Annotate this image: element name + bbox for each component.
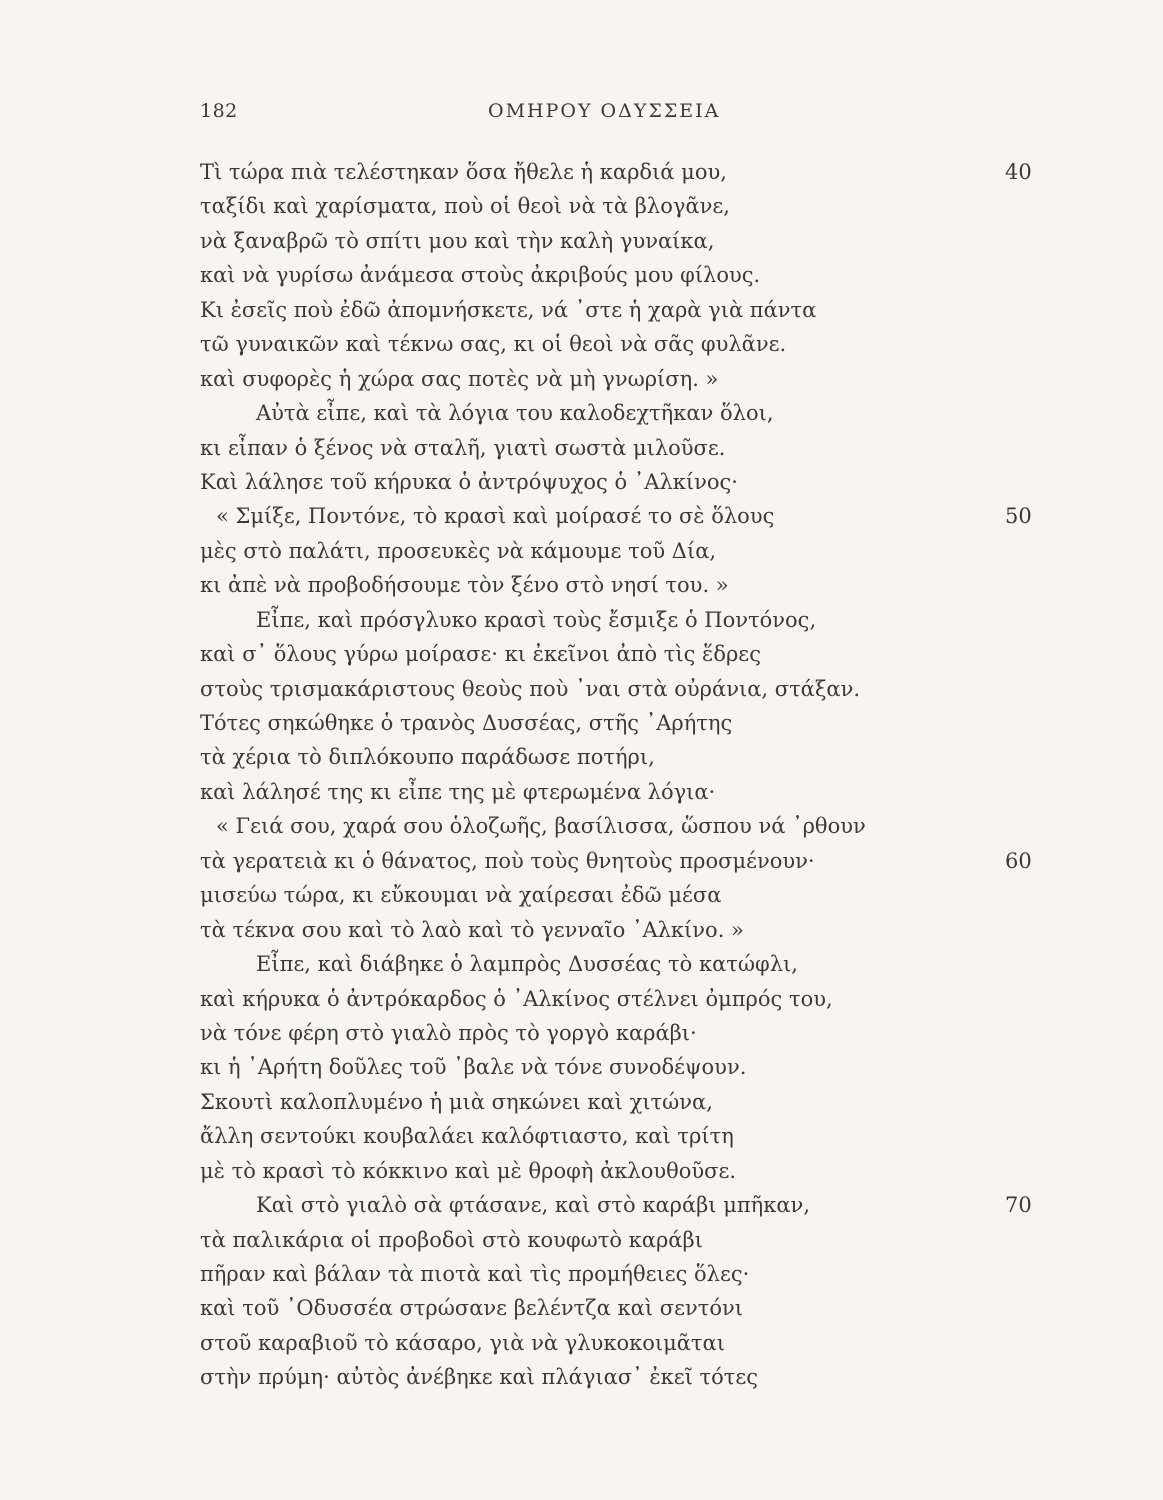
verse-text: Τὶ τώρα πιὰ τελέστηκαν ὅσα ἤθελε ἡ καρδιά μου,: [200, 160, 727, 184]
line-number: 40: [1005, 160, 1032, 184]
line-number: 60: [1005, 848, 1032, 873]
verse-text: καὶ συφορὲς ἡ χώρα σας ποτὲς νὰ μὴ γνωρίση. »: [200, 366, 719, 391]
verse-text: Εἶπε, καὶ πρόσγλυκο κρασὶ τοὺς ἔσμιξε ὁ Ποντόνος,: [256, 607, 817, 632]
verse-line: [200, 913, 1000, 947]
verse-line: [200, 603, 1000, 637]
verse-line: [200, 1223, 1000, 1257]
verse-text: τὰ παλικάρια οἱ προβοδοὶ στὸ κουφωτὸ καράβι: [200, 1227, 703, 1252]
verse-text: καὶ τοῦ ᾿Οδυσσέα στρώσανε βελέντζα καὶ σεντόνι: [200, 1296, 743, 1321]
verse-text: Κι ἐσεῖς ποὺ ἐδῶ ἀπομνήσκετε, νά ᾿στε ἡ χαρὰ γιὰ πάντα: [200, 297, 817, 322]
verse-text: νὰ τόνε φέρη στὸ γιαλὸ πρὸς τὸ γοργὸ καράβι·: [200, 1020, 697, 1045]
verse-line: [200, 327, 1000, 361]
verse-line: [200, 499, 1032, 533]
verse-line: [200, 224, 1000, 258]
verse-line: [200, 258, 1000, 292]
verse-line: [200, 465, 1000, 499]
verse-text: Καὶ λάλησε τοῦ κήρυκα ὁ ἀντρόψυχος ὁ ᾿Αλκίνος·: [200, 469, 738, 494]
verse-line: [200, 155, 1032, 189]
verse-text: μὲς στὸ παλάτι, προσευκὲς νὰ κάμουμε τοῦ Δία,: [200, 538, 717, 563]
verse-text: « Γειά σου, χαρά σου ὁλοζωῆς, βασίλισσα, ὥσπου νά ᾿ρθουν: [216, 814, 866, 839]
verse-text: ταξίδι καὶ χαρίσματα, ποὺ οἱ θεοὶ νὰ τὰ βλογᾶνε,: [200, 194, 730, 219]
verse-text: καὶ λάλησέ της κι εἶπε της μὲ φτερωμένα λόγια·: [200, 779, 716, 804]
verse-line: [200, 672, 1000, 706]
verse-line: [200, 1360, 1000, 1394]
verse-text: κι ἀπὲ νὰ προβοδήσουμε τὸν ξένο στὸ νησί του. »: [200, 573, 729, 598]
verse-text: καὶ κήρυκα ὁ ἀντρόκαρδος ὁ ᾿Αλκίνος στέλνει ὀμπρός του,: [200, 986, 833, 1011]
verse-block: [200, 155, 1032, 1395]
verse-line: [200, 1154, 1000, 1188]
verse-line: [200, 878, 1000, 912]
verse-line: [200, 775, 1000, 809]
verse-line: [200, 1016, 1000, 1050]
verse-line: [200, 1188, 1032, 1222]
verse-text: κι ἡ ᾿Αρήτη δοῦλες τοῦ ᾿βαλε νὰ τόνε συνοδέψουν.: [200, 1055, 747, 1080]
verse-text: Καὶ στὸ γιαλὸ σὰ φτάσανε, καὶ στὸ καράβι μπῆκαν,: [256, 1193, 810, 1218]
verse-line: [200, 1291, 1000, 1325]
verse-text: Αὐτὰ εἶπε, καὶ τὰ λόγια του καλοδεχτῆκαν ὅλοι,: [256, 401, 774, 426]
verse-line: [200, 706, 1000, 740]
page-header: [200, 100, 980, 130]
line-number: 70: [1005, 1193, 1032, 1218]
verse-line: [200, 844, 1032, 878]
verse-line: [200, 1119, 1000, 1153]
verse-text: τῶ γυναικῶν καὶ τέκνω σας, κι οἱ θεοὶ νὰ σᾶς φυλᾶνε.: [200, 332, 787, 357]
verse-text: καὶ σ᾿ ὅλους γύρω μοίρασε· κι ἐκεῖνοι ἀπὸ τὶς ἕδρες: [200, 642, 761, 667]
verse-line: [200, 396, 1000, 430]
verse-text: καὶ νὰ γυρίσω ἀνάμεσα στοὺς ἀκριβούς μου φίλους.: [200, 263, 761, 288]
verse-text: τὰ γερατειὰ κι ὁ θάνατος, ποὺ τοὺς θνητοὺς προσμένουν·: [200, 848, 815, 873]
verse-text: στὴν πρύμη· αὐτὸς ἀνέβηκε καὶ πλάγιασ᾿ ἐκεῖ τότες: [200, 1365, 759, 1390]
verse-line: [200, 431, 1000, 465]
verse-text: μισεύω τώρα, κι εὔκουμαι νὰ χαίρεσαι ἐδῶ μέσα: [200, 883, 722, 908]
verse-line: [200, 362, 1000, 396]
verse-line: [200, 637, 1000, 671]
verse-line: [200, 1326, 1000, 1360]
page-number: 182: [200, 100, 238, 122]
verse-line: [200, 534, 1000, 568]
verse-text: κι εἶπαν ὁ ξένος νὰ σταλῆ, γιατὶ σωστὰ μιλοῦσε.: [200, 435, 726, 460]
verse-line: [200, 982, 1000, 1016]
verse-text: τὰ χέρια τὸ διπλόκουπο παράδωσε ποτήρι,: [200, 745, 655, 770]
verse-text: πῆραν καὶ βάλαν τὰ πιοτὰ καὶ τὶς προμήθειες ὅλες·: [200, 1262, 750, 1286]
verse-line: [200, 740, 1000, 774]
line-number: 50: [1005, 504, 1032, 529]
verse-line: [200, 1050, 1000, 1084]
verse-line: [200, 189, 1000, 223]
verse-line: [200, 1085, 1000, 1119]
verse-text: « Σμίξε, Ποντόνε, τὸ κρασὶ καὶ μοίρασέ το σὲ ὅλους: [216, 504, 775, 529]
verse-line: [200, 947, 1000, 981]
verse-text: ἄλλη σεντούκι κουβαλάει καλόφτιαστο, καὶ τρίτη: [200, 1124, 734, 1149]
verse-text: Σκουτὶ καλοπλυμένο ἡ μιὰ σηκώνει καὶ χιτώνα,: [200, 1089, 713, 1114]
verse-line: [200, 293, 1000, 327]
running-title: ΟΜΗΡΟΥ ΟΔΥΣΣΕΙΑ: [488, 100, 721, 122]
verse-text: μὲ τὸ κρασὶ τὸ κόκκινο καὶ μὲ θροφὴ ἀκλουθοῦσε.: [200, 1158, 737, 1183]
verse-text: στοὺς τρισμακάριστους θεοὺς ποὺ ᾿ναι στὰ οὐράνια, στάξαν.: [200, 676, 861, 701]
verse-line: [200, 568, 1000, 602]
verse-text: στοῦ καραβιοῦ τὸ κάσαρο, γιὰ νὰ γλυκοκοιμᾶται: [200, 1330, 725, 1355]
verse-text: τὰ τέκνα σου καὶ τὸ λαὸ καὶ τὸ γενναῖο ᾿Αλκίνο. »: [200, 917, 744, 942]
verse-line: [200, 1257, 1000, 1291]
verse-line: [200, 809, 1000, 843]
verse-text: νὰ ξαναβρῶ τὸ σπίτι μου καὶ τὴν καλὴ γυναίκα,: [200, 228, 715, 253]
verse-text: Εἶπε, καὶ διάβηκε ὁ λαμπρὸς Δυσσέας τὸ κατώφλι,: [256, 952, 798, 977]
verse-text: Τότες σηκώθηκε ὁ τρανὸς Δυσσέας, στῆς ᾿Αρήτης: [200, 711, 733, 735]
